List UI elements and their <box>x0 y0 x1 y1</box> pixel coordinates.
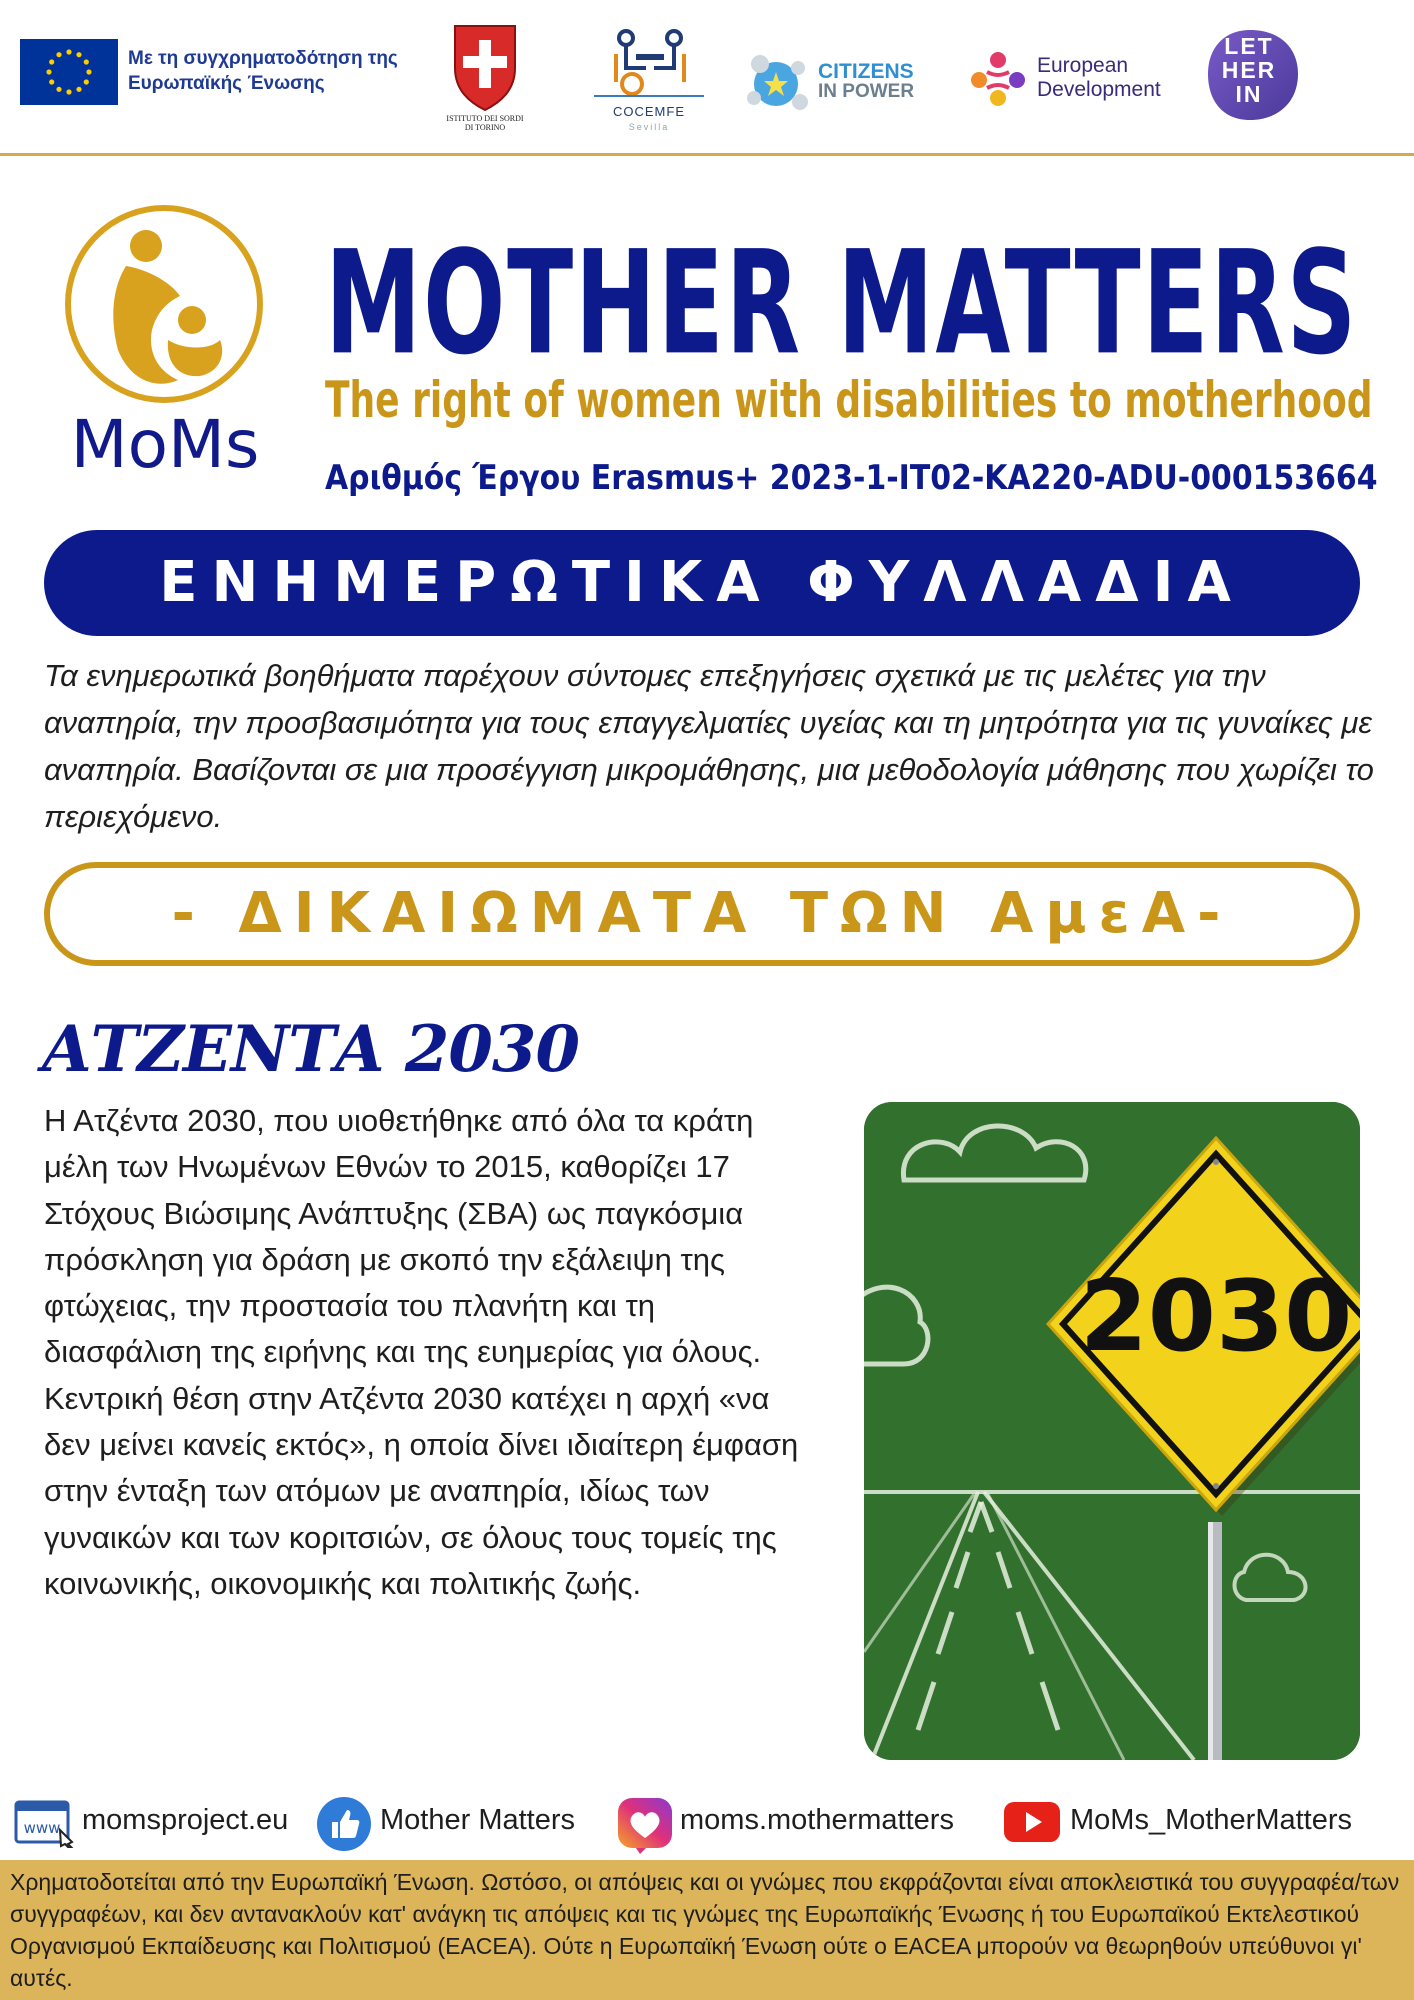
page-title: MOTHER MATTERS <box>325 219 1359 387</box>
website-link-text: momsproject.eu <box>82 1804 289 1836</box>
citizens-in-power-logo <box>742 46 932 118</box>
agenda-2030-road-sign-image <box>864 1102 1360 1760</box>
eu-disclaimer-text: Χρηματοδοτείται από την Ευρωπαϊκή Ένωση. Ωστόσο, οι απόψεις και οι γνώμες που εκφράζονται είναι αποκλειστικά του συγγραφέα/των συγγραφέων, και δεν αντανακλούν κατ' ανάγκη τις απόψεις και τις γνώμες της Ευρωπαϊκής Ένωσης ή του Ευρωπαϊκού Εκτελεστικού Οργανισμού Εκπαίδευσης και Πολιτισμού (EACEA). Ούτε η Ευρωπαϊκή Ένωση ούτε ο EACEA μπορούν να θεωρηθούν υπεύθυνοι γι' αυτές. <box>10 1869 1400 1991</box>
youtube-link[interactable] <box>1004 1790 1404 1850</box>
citizens-line1: CITIZENS <box>818 60 914 83</box>
website-globe-icon <box>14 1796 76 1853</box>
facebook-link-text: Mother Matters <box>380 1804 575 1836</box>
sign-2030-text: 2030 <box>1079 1260 1353 1374</box>
let-her-in-text: LET HER IN <box>1221 33 1277 107</box>
project-number: Αριθμός Έργου Erasmus+ 2023-1-IT02-KA220-ADU-000153664 <box>325 458 1378 498</box>
topic-banner <box>44 862 1360 966</box>
section-body: Η Ατζέντα 2030, που υιοθετήθηκε από όλα τα κράτη μέλη των Ηνωμένων Εθνών το 2015, καθορίζει 17 Στόχους Βιώσιμης Ανάπτυξης (ΣΒΑ) ως παγκόσμια πρόσκληση για δράση με σκοπό την εξάλειψη της φτώχειας, την προστασία του πλανήτη και τη διασφάλιση της ειρήνης και της ευημερίας για όλους. Κεντρική θέση στην Ατζέντα 2030 κατέχει η αρχή «να δεν μείνει κανείς εκτός», η οποία δίνει ιδιαίτερη έμφαση στην ένταξη των ατόμων με αναπηρία, ιδίως των γυναικών και των κοριτσιών, σε όλους τους τομείς της κοινωνικής, οικονομικής και πολιτικής ζωής. <box>44 1103 799 1601</box>
cocemfe-subcaption: Sevilla <box>628 122 670 132</box>
facebook-like-icon <box>316 1796 372 1857</box>
partner-logos-bar <box>0 0 1414 154</box>
topic-banner-title: - ΔΙΚΑΙΩΜΑΤΑ ΤΩΝ ΑμεΑ- <box>171 881 1233 946</box>
page-subtitle: The right of women with disabilities to motherhood <box>325 371 1373 429</box>
instagram-link[interactable] <box>616 1790 986 1850</box>
leaflets-banner <box>44 530 1360 636</box>
let-her-in-logo <box>1204 26 1302 122</box>
cocemfe-logo <box>590 24 708 136</box>
mother-child-emblem-icon <box>60 200 270 410</box>
intro-paragraph: Τα ενημερωτικά βοηθήματα παρέχουν σύντομες επεξηγήσεις σχετικά με τις μελέτες για την αναπηρία, την προσβασιμότητα για τους επαγγελματίες υγείας και τη μητρότητα για τις γυναίκες με αναπηρία. Βασίζονται σε μια προσέγγιση μικρομάθησης, μια μεθοδολογία μάθησης που χωρίζει το περιεχόμενο. <box>44 658 1374 834</box>
eu-disclaimer <box>0 1860 1414 2000</box>
moms-logo-word: MoMs <box>70 406 260 483</box>
eu-cofunding-text: Με τη συγχρηματοδότηση της Ευρωπαϊκής Ένωσης <box>128 48 398 94</box>
istituto-sordi-torino-logo <box>445 22 525 136</box>
eu-flag-logo <box>20 39 118 105</box>
youtube-icon <box>1004 1802 1060 1847</box>
european-development-logo <box>965 44 1187 116</box>
moms-logo <box>60 200 270 483</box>
instagram-link-text: moms.mothermatters <box>680 1804 954 1836</box>
facebook-link[interactable] <box>316 1790 606 1850</box>
social-links-bar <box>0 1790 1414 1850</box>
website-link[interactable] <box>14 1790 314 1850</box>
citizens-line2: IN POWER <box>818 81 915 102</box>
section-title: ΑΤΖΕΝΤΑ 2030 <box>42 1012 579 1087</box>
eurodev-line2: Development <box>1037 78 1161 101</box>
header-divider <box>0 153 1414 156</box>
youtube-link-text: MoMs_MotherMatters <box>1070 1804 1353 1836</box>
eurodev-line1: European <box>1037 54 1129 77</box>
svg-text:www: www <box>23 1819 61 1837</box>
leaflets-banner-title: ΕΝΗΜΕΡΩΤΙΚΑ ΦΥΛΛΑΔΙΑ <box>159 550 1245 615</box>
torino-caption: ISTITUTO DEI SORDI DI TORINO <box>446 114 524 132</box>
cocemfe-caption: COCEMFE <box>613 104 685 119</box>
instagram-heart-icon <box>616 1796 674 1859</box>
